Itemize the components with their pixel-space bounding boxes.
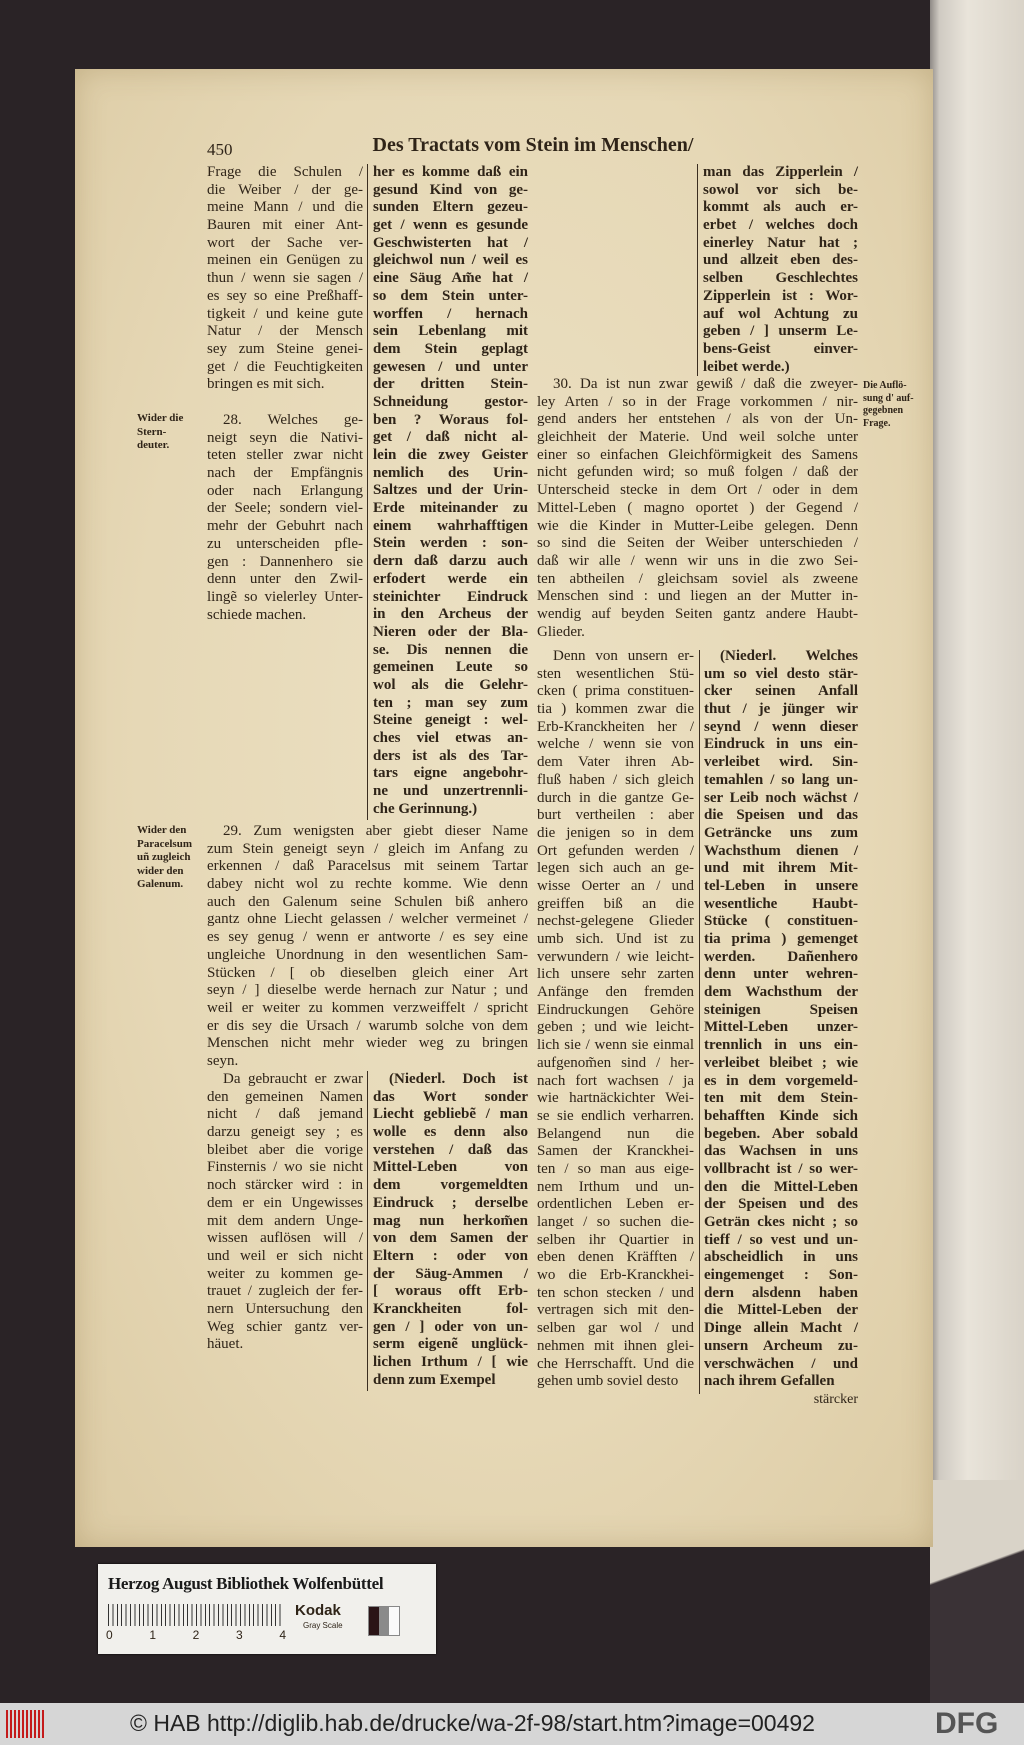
text-line: Die Auflö-: [863, 380, 907, 391]
text-line: Eltern : oder von: [373, 1247, 528, 1264]
text-line: cker seinen Anfall: [704, 683, 858, 700]
text-line: bringen es mit sich.: [207, 376, 325, 393]
text-line: selben Geschlechtes: [703, 270, 858, 287]
text-line: dern daß darzu auch: [373, 553, 528, 570]
text-line: einem wahrhafftigen: [373, 517, 528, 534]
catchword: stärcker: [813, 1392, 858, 1407]
text-line: auch den Galenum seine Schulen biß anhero: [207, 893, 528, 910]
text-line: get / daß nicht al-: [373, 429, 528, 446]
column-1-top-text: [207, 164, 363, 394]
text-line: zu unterscheiden pfle-: [207, 535, 363, 552]
text-line: gleichheit der Materie. Und weil solche unter: [537, 429, 858, 446]
text-line: gesund Kind von ge-: [373, 181, 528, 198]
text-line: uñ zugleich: [137, 851, 191, 863]
text-line: langet / so suchen die-: [537, 1214, 694, 1230]
text-line: mag nun herkom̃en: [373, 1212, 528, 1229]
text-line: der dritten Stein-: [373, 376, 528, 393]
text-line: Stücke ( constituen-: [704, 913, 858, 930]
text-line: Menschen nicht mehr wieder weg zu bringen: [207, 1035, 528, 1052]
text-line: nicht / daß jemand: [207, 1106, 363, 1123]
text-line: nach ihrem Gefallen: [704, 1373, 835, 1390]
text-line: so sind die Seiten der Weiber unterschieden /: [537, 535, 858, 552]
page-number: 450: [207, 140, 233, 159]
text-line: begeben. Aber sobald: [704, 1125, 858, 1142]
text-line: eingemenget : Son-: [704, 1267, 858, 1284]
text-line: nern Untersuchung den: [207, 1300, 363, 1317]
text-line: her es komme daß ein: [373, 164, 528, 180]
text-line: Belangend nun die: [537, 1125, 694, 1142]
text-line: ten mit dem Stein-: [704, 1090, 858, 1107]
text-line: daß wir alle / wenn wir uns in die zwo Sei-: [537, 552, 858, 569]
text-line: Liecht gebliebẽ / man: [373, 1106, 528, 1123]
text-line: seynd / wenn dieser: [704, 718, 858, 735]
text-line: ten ; man sey zum: [373, 694, 528, 711]
text-line: vollbracht ist / so wer-: [704, 1160, 858, 1177]
text-line: Erb-Kranckheiten her /: [537, 718, 694, 735]
kodak-brand: Kodak: [295, 1602, 341, 1619]
text-line: wie hartnäckichter Wei-: [537, 1090, 694, 1107]
text-line: einer so einfachen Gleichförmigkeit des Samens: [537, 446, 858, 463]
text-line: cken ( prima constituen-: [537, 683, 694, 700]
ruler-number: 1: [149, 1628, 157, 1642]
text-line: tigkeit / und keine gute: [207, 305, 363, 322]
text-line: sunden Eltern gezeu-: [373, 199, 528, 216]
column-rule: [697, 164, 698, 376]
text-line: vertragen sich mit den-: [537, 1302, 694, 1319]
text-line: trauet / zugleich der fer-: [207, 1283, 363, 1300]
text-line: er dis sey die Ursach / warumb solche von dem: [207, 1017, 528, 1034]
text-line: nemlich des Urin-: [373, 464, 528, 481]
text-line: Glieder.: [537, 623, 585, 640]
text-line: worffen / hernach: [373, 305, 528, 322]
running-title: Des Tractats vom Stein im Menschen/: [372, 134, 694, 156]
text-line: es sey genug / wenn er antworte / es sey eine: [207, 929, 528, 946]
text-line: und allzeit eben des-: [703, 252, 858, 269]
text-line: Geschwisterten hat /: [373, 234, 528, 251]
text-line: lich sie / wenn sie einmal: [537, 1037, 694, 1054]
text-line: die Speisen und das: [704, 807, 858, 824]
text-line: die jenigen so in dem: [537, 824, 694, 841]
text-line: gantz ohne Liecht gelassen / welcher vermeinet /: [207, 911, 528, 928]
scan-reference-card: [98, 1564, 436, 1654]
text-line: so dem Stein unter-: [373, 287, 528, 304]
text-line: tia prima ) gemenget: [704, 931, 858, 947]
text-line: ordentlichen Leben er-: [537, 1196, 694, 1213]
text-line: (Niederl. Doch ist: [389, 1071, 528, 1087]
text-line: der Speisen und des: [704, 1196, 858, 1213]
gray-scale-swatch: [368, 1606, 400, 1636]
text-line: der Seele; sondern viel-: [207, 500, 363, 517]
text-line: nach fort wachsen / ja: [537, 1072, 694, 1089]
text-line: Paracelsum: [137, 837, 192, 850]
text-line: Erde miteinander zu: [373, 500, 528, 517]
text-line: lingẽ so vielerley Unter-: [207, 588, 363, 605]
text-line: verleibet bleibet ; wie: [704, 1054, 858, 1071]
text-line: aufgenom̃en sind / her-: [537, 1054, 694, 1071]
text-line: wort der Sache ver-: [207, 234, 363, 251]
text-line: tia ) kommen zwar die: [537, 701, 694, 718]
text-line: Frage die Schulen /: [207, 164, 363, 180]
column-2-bottom-commentary: [373, 1071, 528, 1389]
text-line: wissen auflösen will /: [207, 1230, 363, 1247]
text-line: Wachsthum dienen /: [704, 842, 858, 859]
text-line: wider den: [137, 864, 184, 877]
text-line: selben gar wol / und: [537, 1320, 694, 1337]
text-line: selben ihr Quartier in: [537, 1231, 694, 1248]
text-line: ten / so man aus eige-: [537, 1160, 694, 1177]
text-line: mit dem andern Unge-: [207, 1212, 363, 1229]
text-line: legen sich auch an ge-: [537, 860, 694, 877]
text-line: Denn von unsern er-: [553, 648, 694, 664]
text-line: sein Lebenlang mit: [373, 323, 528, 340]
text-line: in den Archeus der: [373, 606, 528, 623]
text-line: Geträn ckes nicht ; so: [704, 1214, 858, 1230]
margin-note-paracelsum: [137, 824, 192, 892]
text-line: verschwächen / und: [704, 1355, 858, 1372]
text-line: se sie endlich verharren.: [537, 1107, 694, 1124]
text-line: leibet werde.): [703, 358, 790, 375]
ruler-number: 0: [106, 1628, 113, 1642]
text-line: dem Wachsthum der: [704, 984, 858, 1001]
text-line: (Niederl. Welches: [720, 648, 858, 664]
text-line: den gemeinen Namen: [207, 1088, 363, 1105]
text-line: burt vertheilen : aber: [537, 807, 694, 824]
text-line: meine Mann / und die: [207, 199, 363, 216]
text-line: den die Mittel-Leben: [704, 1178, 858, 1195]
text-line: Wider die: [137, 412, 184, 424]
text-line: thun / wenn sie sagen /: [207, 270, 363, 287]
text-line: behafften Kinde sich: [704, 1107, 858, 1124]
margin-note-sterndeuter: [137, 412, 183, 453]
text-line: wesentliche Haubt-: [704, 895, 858, 912]
text-line: Kranckheiten fol-: [373, 1300, 528, 1317]
text-line: dem Vater ihren Ab-: [537, 754, 694, 771]
text-line: Dinge allein Macht /: [704, 1320, 858, 1337]
text-line: unsern Archeum zu-: [704, 1337, 858, 1354]
text-line: Saltzes und der Urin-: [373, 482, 528, 499]
text-line: weil er weiter zu kommen verzweiffelt / spricht: [207, 999, 528, 1016]
text-line: wie die Kinder in Mutter-Leibe gelegen. Denn: [537, 517, 858, 534]
text-line: ten abtheilen / gleichsam soviel als zweene: [537, 570, 858, 587]
text-line: nicht gefunden wird; so muß folgen / daß der: [537, 464, 858, 481]
text-line: get / die Feuchtigkeiten: [207, 358, 363, 375]
text-line: sowol vor sich be-: [703, 181, 858, 198]
text-line: dem vorgemeldten: [373, 1177, 528, 1194]
text-line: man das Zipperlein /: [703, 164, 858, 180]
text-line: geben / ] unserm Le-: [703, 323, 858, 340]
text-line: einerley Natur hat ;: [703, 234, 858, 251]
text-line: ser Leib noch wächst /: [704, 789, 858, 806]
text-line: kommt als auch er-: [703, 199, 858, 216]
text-line: tars eigne angebohr-: [373, 765, 528, 782]
text-line: eben denen Kräfften /: [537, 1249, 694, 1266]
text-line: gen / ] oder von un-: [373, 1318, 528, 1335]
hab-logo-icon: [6, 1710, 46, 1738]
text-line: Zipperlein ist : Wor-: [703, 287, 858, 304]
text-line: welche / wenn sie von: [537, 736, 694, 753]
text-line: se. Dis nennen die: [373, 641, 528, 658]
text-line: Mittel-Leben ( magno oportet ) der Gegend /: [537, 499, 858, 516]
text-line: gend anders her entstehen / als von der Un-: [537, 411, 858, 428]
text-line: steinichter Eindruck: [373, 588, 528, 605]
text-line: meinen ein Genügen zu: [207, 252, 363, 269]
ruler-number: 4: [279, 1628, 286, 1642]
text-line: gemeinen Leute so: [373, 659, 528, 676]
text-line: ders ist als des Tar-: [373, 747, 528, 764]
text-line: nechst-gelegene Glieder: [537, 913, 694, 930]
text-line: durch in die gantze Ge-: [537, 789, 694, 806]
facing-page-edge: [930, 0, 1024, 1703]
column-a-text: [537, 648, 694, 1391]
text-line: nach der Empfängnis: [207, 465, 363, 482]
text-line: trennlich in uns ein-: [704, 1037, 858, 1054]
text-line: Eindruck ; derselbe: [373, 1194, 528, 1211]
text-line: abscheidlich in uns: [704, 1249, 858, 1266]
text-line: 28. Welches ge-: [223, 412, 363, 428]
text-line: dabey nicht wol zu rechte komme. Wie denn: [207, 876, 528, 893]
text-line: Weg schier gantz ver-: [207, 1318, 363, 1335]
column-1-bottom-text: [207, 1071, 363, 1354]
text-line: und mit ihrem Mit-: [704, 860, 858, 877]
text-line: Finsternis / wo sie nicht: [207, 1159, 363, 1176]
text-line: dern alsdenn haben: [704, 1284, 858, 1301]
text-line: erbet / welches doch: [703, 217, 858, 234]
text-line: Galenum.: [137, 878, 184, 890]
text-line: lein die zwey Geister: [373, 447, 528, 463]
text-line: serm eigenẽ unglück-: [373, 1336, 528, 1353]
text-line: gehen umb soviel desto: [537, 1373, 679, 1390]
text-line: geben ; und wie leicht-: [537, 1019, 694, 1036]
text-line: Da gebraucht er zwar: [223, 1071, 363, 1087]
text-line: ten schon stecken / und: [537, 1284, 694, 1301]
text-line: umb sich. Und ist zu: [537, 931, 694, 947]
text-line: verstehen / daß das: [373, 1141, 528, 1158]
text-line: seyn / ] dieselbe werde hernach zur Natur ; und: [207, 982, 528, 999]
text-line: Unterscheid stecke in dem Ort / oder in dem: [537, 482, 858, 499]
text-line: Ort gefunden werden /: [537, 842, 694, 859]
text-line: [ woraus offt Erb-: [373, 1283, 528, 1300]
text-line: Frage.: [863, 417, 891, 429]
text-line: sey zum Steine genei-: [207, 340, 363, 357]
text-line: auf wol Achtung zu: [703, 305, 858, 322]
text-line: eine Säug Am̃e hat /: [373, 270, 528, 287]
text-line: neigt seyn die Nativi-: [207, 429, 363, 446]
column-rule: [367, 1071, 368, 1391]
text-line: Samen der Kranckhei-: [537, 1143, 694, 1160]
text-line: Geträncke uns zum: [704, 824, 858, 841]
gray-scale-label: Gray Scale: [303, 1621, 343, 1630]
text-line: schiede machen.: [207, 606, 307, 623]
text-line: zum Stein geneigt seyn / gleich im Anfang zu: [207, 840, 528, 857]
text-line: Eindruck in uns ein-: [704, 736, 858, 753]
text-line: tel-Leben in unsere: [704, 877, 858, 894]
text-line: bleibet aber die vorige: [207, 1141, 363, 1158]
ruler-number: 3: [235, 1628, 243, 1642]
margin-note-aufloesung: [863, 380, 914, 430]
text-line: lich unsere sehr zarten: [537, 966, 694, 983]
text-line: von dem Samen der: [373, 1230, 528, 1247]
paragraph-30: [537, 376, 858, 641]
text-line: tieff / so vest und un-: [704, 1231, 858, 1248]
text-line: fluß haben / sich gleich: [537, 771, 694, 788]
text-line: Mittel-Leben unzer-: [704, 1019, 858, 1036]
text-line: das Wachsen in uns: [704, 1143, 858, 1160]
text-line: Nieren oder der Bla-: [373, 623, 528, 640]
text-line: bens-Geist einver-: [703, 340, 858, 357]
text-line: teten steller zwar nicht: [207, 447, 363, 464]
column-rule: [367, 164, 368, 820]
text-line: Stern-: [137, 425, 167, 438]
text-line: wendig auf beyden Seiten gantz andere Haubt-: [537, 605, 858, 622]
text-line: gleichwol nun / weil es: [373, 252, 528, 269]
ruler-number: 2: [192, 1628, 200, 1642]
text-line: Anfänge den fremden: [537, 984, 694, 1001]
paragraph-29: [207, 823, 528, 1071]
text-line: Wider den: [137, 824, 187, 836]
text-line: es sey so eine Preßhaff-: [207, 287, 363, 304]
text-line: um so viel desto stär-: [704, 665, 858, 682]
text-line: die Weiber / der ge-: [207, 181, 363, 198]
text-line: wol als die Gelehr-: [373, 676, 528, 693]
paragraph-28: [207, 412, 363, 624]
text-line: Schneidung gestor-: [373, 393, 528, 410]
text-line: steinigen Speisen: [704, 1001, 858, 1018]
column-rule: [699, 650, 700, 1394]
text-line: get / wenn es gesunde: [373, 217, 528, 234]
text-line: verleibet wird. Sin-: [704, 754, 858, 771]
column-3-commentary-text: [703, 164, 858, 376]
text-line: Eindruckungen Gehöre: [537, 1001, 694, 1018]
text-line: Mittel-Leben von: [373, 1159, 528, 1176]
text-line: nehmen mit ihnen glei-: [537, 1337, 694, 1354]
footer-bar: [0, 1703, 1024, 1745]
text-line: dem er ein Ungewisses: [207, 1194, 363, 1211]
text-line: weiter zu kommen ge-: [207, 1265, 363, 1282]
text-line: Stücken / [ ob dieselben gleich einer Art: [207, 964, 528, 981]
text-line: das Wort sonder: [373, 1088, 528, 1105]
copyright-link[interactable]: © HAB http://diglib.hab.de/drucke/wa-2f-98/start.htm?image=00492: [130, 1710, 815, 1736]
ruler-numbers: [106, 1628, 286, 1642]
text-line: lichen Irthum / [ wie: [373, 1354, 528, 1370]
text-line: greiffen biß an die: [537, 895, 694, 912]
text-line: sten wesentlichen Stü-: [537, 665, 694, 682]
text-line: ne und unzertrennli-: [373, 783, 528, 800]
text-line: Bauren mit einer Ant-: [207, 217, 363, 234]
text-line: che Gerinnung.): [373, 800, 478, 817]
text-line: ben ? Woraus fol-: [373, 411, 528, 428]
text-line: verwundern / wie leicht-: [537, 948, 694, 965]
text-line: gewesen / und unter: [373, 358, 528, 375]
text-line: Steine geneigt : wel-: [373, 712, 528, 729]
text-line: Menschen sind : und liegen an der Mutter in-: [537, 588, 858, 605]
text-line: denn zum Exempel: [373, 1371, 496, 1388]
text-line: Natur / der Mensch: [207, 323, 363, 340]
text-line: wolle es denn also: [373, 1124, 528, 1141]
text-line: werden. Dañenhero: [704, 948, 858, 965]
text-line: die Mittel-Leben der: [704, 1302, 858, 1319]
text-line: 29. Zum wenigsten aber giebt dieser Name: [223, 823, 528, 839]
measurement-ruler: [108, 1604, 283, 1626]
text-line: oder nach Erlangung: [207, 482, 363, 499]
text-line: Stein werden : son-: [373, 535, 528, 552]
text-line: ches viel etwas an-: [373, 730, 528, 746]
text-line: wo die Erb-Kranckhei-: [537, 1267, 694, 1284]
text-line: seyn.: [207, 1052, 239, 1069]
text-line: denn unter den Zwil-: [207, 571, 363, 588]
text-line: temahlen / so lang un-: [704, 771, 858, 788]
text-line: 30. Da ist nun zwar gewiß / daß die zweyer-: [553, 376, 858, 392]
text-line: sung d' auf-: [863, 392, 914, 404]
dfg-logo: DFG: [935, 1707, 999, 1740]
text-line: ley Arten / so in der Frage vorkommen / nir-: [537, 393, 858, 410]
text-line: darzu geneigt sey ; es: [207, 1124, 363, 1141]
text-line: häuet.: [207, 1336, 244, 1353]
text-line: ungleiche Unordnung in den wesentlichen Sam-: [207, 946, 528, 963]
column-2-commentary-text: [373, 164, 528, 818]
text-line: noch stärcker wird : in: [207, 1177, 363, 1194]
text-line: gen : Dannenhero sie: [207, 553, 363, 570]
text-line: erkennen / daß Paracelsus mit seinem Tartar: [207, 858, 528, 875]
text-line: deuter.: [137, 439, 170, 451]
text-line: thut / je jünger wir: [704, 701, 858, 718]
column-b-commentary-text: [704, 648, 858, 1391]
text-line: und weil er sich nicht: [207, 1247, 363, 1264]
text-line: nem Irthum und un-: [537, 1178, 694, 1195]
text-line: wisse Oerter an / und: [537, 877, 694, 894]
text-line: der Säug-Ammen /: [373, 1265, 528, 1282]
text-line: gegebnen: [863, 405, 903, 416]
text-line: che Herrschafft. Und die: [537, 1355, 694, 1372]
text-line: denn unter wehren-: [704, 966, 858, 983]
library-name: Herzog August Bibliothek Wolfenbüttel: [108, 1574, 384, 1593]
text-line: dem Stein geplagt: [373, 340, 528, 357]
text-line: erfodert werde ein: [373, 570, 528, 587]
text-line: mehr der Gebuhrt nach: [207, 518, 363, 535]
text-line: es in dem vorgemeld-: [704, 1072, 858, 1089]
